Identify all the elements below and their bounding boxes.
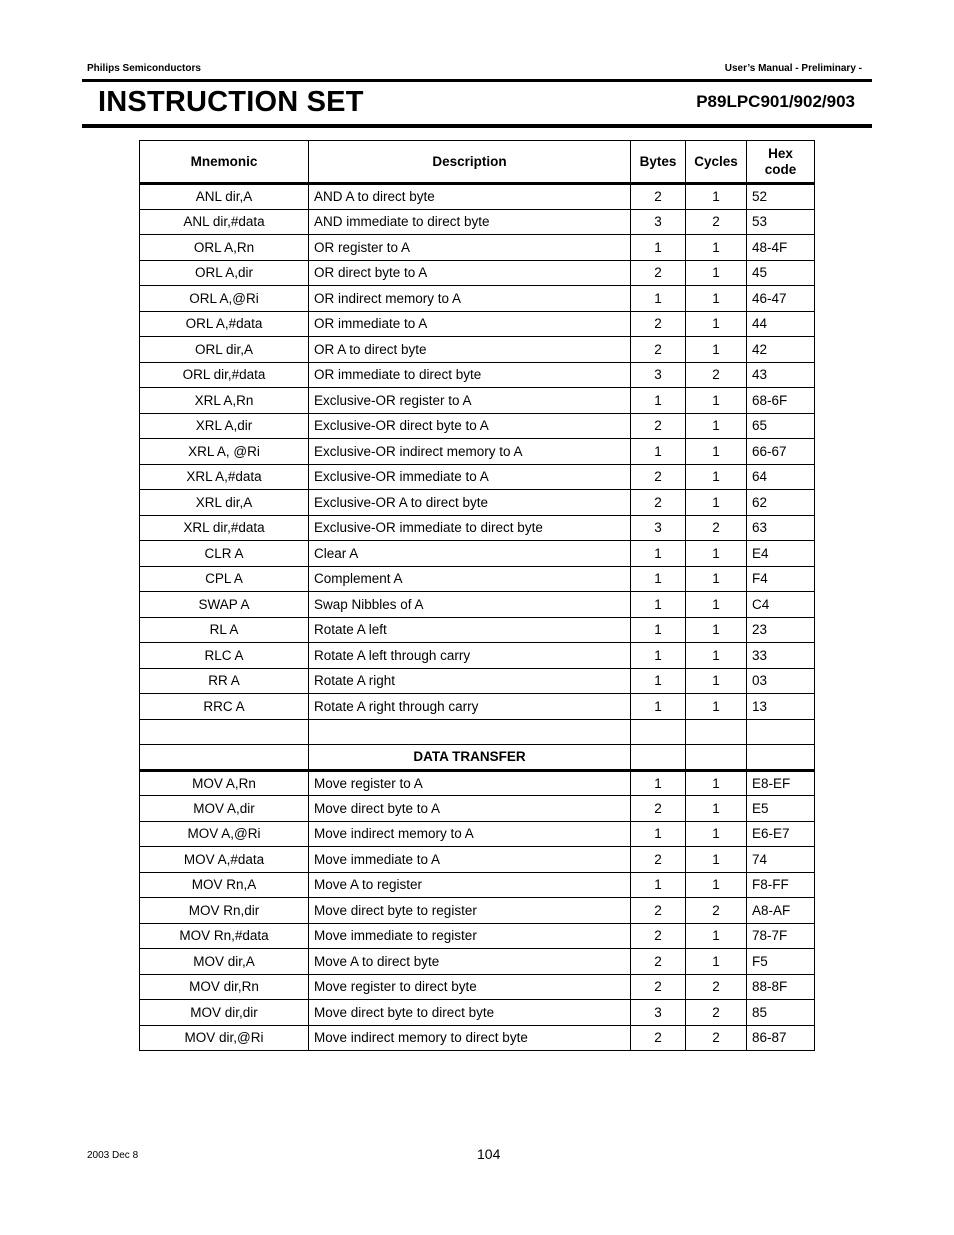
- table-row: [140, 515, 815, 541]
- cell-bytes: 1: [631, 770, 686, 796]
- table-row: [140, 566, 815, 592]
- cell-mnemonic: ORL A,Rn: [140, 235, 309, 261]
- header-rule-top: [82, 79, 872, 82]
- column-header-cycles: Cycles: [686, 141, 747, 184]
- cell-description: Exclusive-OR immediate to A: [309, 464, 631, 490]
- cell-bytes: 2: [631, 923, 686, 949]
- table-row: [140, 184, 815, 210]
- cell-description: OR register to A: [309, 235, 631, 261]
- cell-description: Rotate A right: [309, 668, 631, 694]
- cell-hex-code: 44: [747, 311, 815, 337]
- cell-bytes: 1: [631, 541, 686, 567]
- cell-hex-code: [747, 719, 815, 745]
- cell-bytes: 1: [631, 592, 686, 618]
- cell-mnemonic: XRL A,#data: [140, 464, 309, 490]
- cell-hex-code: E4: [747, 541, 815, 567]
- table-row: [140, 235, 815, 261]
- cell-bytes: 1: [631, 617, 686, 643]
- instruction-table: [139, 140, 815, 1051]
- cell-cycles: 1: [686, 566, 747, 592]
- column-header-hex-code: Hex code: [747, 141, 815, 184]
- cell-mnemonic: RR A: [140, 668, 309, 694]
- table-row: [140, 898, 815, 924]
- cell-mnemonic: RLC A: [140, 643, 309, 669]
- cell-cycles: 1: [686, 541, 747, 567]
- table-row: [140, 847, 815, 873]
- cell-mnemonic: MOV dir,A: [140, 949, 309, 975]
- cell-bytes: [631, 745, 686, 771]
- cell-cycles: 1: [686, 260, 747, 286]
- cell-bytes: 3: [631, 1000, 686, 1026]
- table-row: [140, 923, 815, 949]
- cell-cycles: 1: [686, 413, 747, 439]
- cell-cycles: 1: [686, 464, 747, 490]
- cell-cycles: 2: [686, 362, 747, 388]
- cell-cycles: 2: [686, 515, 747, 541]
- cell-mnemonic: RL A: [140, 617, 309, 643]
- table-row: [140, 337, 815, 363]
- cell-hex-code: C4: [747, 592, 815, 618]
- cell-description: Exclusive-OR indirect memory to A: [309, 439, 631, 465]
- cell-bytes: 3: [631, 362, 686, 388]
- cell-mnemonic: SWAP A: [140, 592, 309, 618]
- cell-mnemonic: ORL dir,A: [140, 337, 309, 363]
- cell-cycles: 2: [686, 1025, 747, 1051]
- table-row: [140, 362, 815, 388]
- cell-hex-code: [747, 745, 815, 771]
- cell-mnemonic: MOV dir,Rn: [140, 974, 309, 1000]
- cell-description: Move direct byte to register: [309, 898, 631, 924]
- cell-mnemonic: XRL A,Rn: [140, 388, 309, 414]
- cell-description: Exclusive-OR direct byte to A: [309, 413, 631, 439]
- cell-hex-code: F5: [747, 949, 815, 975]
- cell-description: OR immediate to direct byte: [309, 362, 631, 388]
- cell-cycles: 1: [686, 643, 747, 669]
- cell-mnemonic: ANL dir,A: [140, 184, 309, 210]
- cell-bytes: 2: [631, 898, 686, 924]
- cell-hex-code: F8-FF: [747, 872, 815, 898]
- cell-description: [309, 719, 631, 745]
- cell-bytes: 1: [631, 388, 686, 414]
- cell-bytes: 1: [631, 235, 686, 261]
- cell-description: Move A to direct byte: [309, 949, 631, 975]
- footer-date: 2003 Dec 8: [87, 1150, 139, 1161]
- cell-bytes: 2: [631, 949, 686, 975]
- cell-mnemonic: RRC A: [140, 694, 309, 720]
- cell-mnemonic: ORL A,dir: [140, 260, 309, 286]
- cell-description: Move register to A: [309, 770, 631, 796]
- cell-hex-code: 66-67: [747, 439, 815, 465]
- table-row: [140, 821, 815, 847]
- header-company: Philips Semiconductors: [87, 63, 201, 74]
- cell-bytes: 3: [631, 515, 686, 541]
- cell-hex-code: E8-EF: [747, 770, 815, 796]
- cell-description: Exclusive-OR A to direct byte: [309, 490, 631, 516]
- cell-bytes: 2: [631, 260, 686, 286]
- cell-mnemonic: MOV A,Rn: [140, 770, 309, 796]
- header-manual-label: User’s Manual - Preliminary -: [724, 63, 862, 74]
- cell-hex-code: E6-E7: [747, 821, 815, 847]
- cell-description: Swap Nibbles of A: [309, 592, 631, 618]
- cell-cycles: 1: [686, 770, 747, 796]
- cell-mnemonic: [140, 745, 309, 771]
- cell-mnemonic: MOV Rn,#data: [140, 923, 309, 949]
- table-row: [140, 541, 815, 567]
- section-header-row: [140, 745, 815, 771]
- table-body: [140, 184, 815, 1051]
- cell-description: OR immediate to A: [309, 311, 631, 337]
- table-row: [140, 1025, 815, 1051]
- table-row: [140, 260, 815, 286]
- cell-hex-code: 23: [747, 617, 815, 643]
- table-row: [140, 490, 815, 516]
- cell-cycles: 2: [686, 974, 747, 1000]
- table-row: [140, 1000, 815, 1026]
- table-header-row: [140, 141, 815, 184]
- cell-description: Move immediate to A: [309, 847, 631, 873]
- cell-bytes: 1: [631, 643, 686, 669]
- cell-cycles: 1: [686, 617, 747, 643]
- cell-hex-code: 46-47: [747, 286, 815, 312]
- cell-description: AND immediate to direct byte: [309, 209, 631, 235]
- cell-description: OR A to direct byte: [309, 337, 631, 363]
- cell-hex-code: 33: [747, 643, 815, 669]
- cell-description: Exclusive-OR immediate to direct byte: [309, 515, 631, 541]
- cell-cycles: 1: [686, 235, 747, 261]
- cell-mnemonic: ORL A,#data: [140, 311, 309, 337]
- cell-description: Move immediate to register: [309, 923, 631, 949]
- cell-hex-code: 43: [747, 362, 815, 388]
- cell-cycles: 2: [686, 1000, 747, 1026]
- cell-description: Move indirect memory to A: [309, 821, 631, 847]
- cell-cycles: 1: [686, 847, 747, 873]
- cell-cycles: 1: [686, 439, 747, 465]
- column-header-bytes: Bytes: [631, 141, 686, 184]
- cell-bytes: 2: [631, 490, 686, 516]
- cell-description: Rotate A right through carry: [309, 694, 631, 720]
- cell-mnemonic: XRL dir,A: [140, 490, 309, 516]
- cell-mnemonic: MOV dir,@Ri: [140, 1025, 309, 1051]
- table-row: [140, 464, 815, 490]
- cell-description: Move indirect memory to direct byte: [309, 1025, 631, 1051]
- cell-description: Rotate A left: [309, 617, 631, 643]
- cell-mnemonic: ORL A,@Ri: [140, 286, 309, 312]
- cell-description: OR direct byte to A: [309, 260, 631, 286]
- cell-cycles: [686, 719, 747, 745]
- page-title: INSTRUCTION SET: [98, 86, 364, 118]
- cell-hex-code: E5: [747, 796, 815, 822]
- cell-hex-code: 13: [747, 694, 815, 720]
- cell-cycles: 1: [686, 949, 747, 975]
- cell-cycles: 1: [686, 821, 747, 847]
- table-row: [140, 617, 815, 643]
- cell-hex-code: A8-AF: [747, 898, 815, 924]
- cell-bytes: 1: [631, 821, 686, 847]
- cell-description: Move direct byte to direct byte: [309, 1000, 631, 1026]
- table-row: [140, 439, 815, 465]
- table-row: [140, 974, 815, 1000]
- cell-hex-code: 03: [747, 668, 815, 694]
- cell-cycles: 1: [686, 872, 747, 898]
- cell-description: AND A to direct byte: [309, 184, 631, 210]
- table-row: [140, 796, 815, 822]
- cell-bytes: 2: [631, 413, 686, 439]
- cell-description: Clear A: [309, 541, 631, 567]
- cell-mnemonic: XRL A, @Ri: [140, 439, 309, 465]
- table-row: [140, 286, 815, 312]
- cell-mnemonic: [140, 719, 309, 745]
- cell-cycles: 2: [686, 898, 747, 924]
- cell-bytes: 1: [631, 872, 686, 898]
- cell-cycles: 1: [686, 592, 747, 618]
- table-row: [140, 872, 815, 898]
- cell-mnemonic: MOV Rn,dir: [140, 898, 309, 924]
- cell-mnemonic: MOV A,dir: [140, 796, 309, 822]
- table-row: [140, 668, 815, 694]
- cell-bytes: 2: [631, 847, 686, 873]
- cell-description: Move A to register: [309, 872, 631, 898]
- cell-mnemonic: ORL dir,#data: [140, 362, 309, 388]
- cell-hex-code: 86-87: [747, 1025, 815, 1051]
- table-row: [140, 949, 815, 975]
- cell-bytes: [631, 719, 686, 745]
- cell-description: Move register to direct byte: [309, 974, 631, 1000]
- table-row: [140, 770, 815, 796]
- table-row: [140, 592, 815, 618]
- cell-cycles: 1: [686, 388, 747, 414]
- cell-bytes: 1: [631, 286, 686, 312]
- cell-bytes: 2: [631, 337, 686, 363]
- cell-bytes: 1: [631, 668, 686, 694]
- cell-description: Exclusive-OR register to A: [309, 388, 631, 414]
- cell-hex-code: 68-6F: [747, 388, 815, 414]
- cell-bytes: 2: [631, 796, 686, 822]
- cell-hex-code: 48-4F: [747, 235, 815, 261]
- cell-cycles: [686, 745, 747, 771]
- cell-cycles: 1: [686, 286, 747, 312]
- cell-description: Complement A: [309, 566, 631, 592]
- cell-mnemonic: ANL dir,#data: [140, 209, 309, 235]
- cell-description: DATA TRANSFER: [309, 745, 631, 771]
- cell-cycles: 1: [686, 490, 747, 516]
- cell-cycles: 1: [686, 923, 747, 949]
- cell-hex-code: 52: [747, 184, 815, 210]
- cell-mnemonic: CPL A: [140, 566, 309, 592]
- cell-mnemonic: MOV A,@Ri: [140, 821, 309, 847]
- cell-cycles: 1: [686, 694, 747, 720]
- cell-bytes: 1: [631, 694, 686, 720]
- table-row: [140, 311, 815, 337]
- cell-hex-code: 64: [747, 464, 815, 490]
- cell-hex-code: 45: [747, 260, 815, 286]
- cell-cycles: 1: [686, 668, 747, 694]
- part-number: P89LPC901/902/903: [696, 92, 855, 111]
- column-header-description: Description: [309, 141, 631, 184]
- cell-bytes: 1: [631, 566, 686, 592]
- cell-hex-code: 74: [747, 847, 815, 873]
- cell-hex-code: 62: [747, 490, 815, 516]
- cell-mnemonic: MOV A,#data: [140, 847, 309, 873]
- table-row: [140, 413, 815, 439]
- cell-hex-code: 85: [747, 1000, 815, 1026]
- cell-description: Move direct byte to A: [309, 796, 631, 822]
- cell-hex-code: 78-7F: [747, 923, 815, 949]
- table-row: [140, 643, 815, 669]
- cell-bytes: 2: [631, 1025, 686, 1051]
- cell-description: OR indirect memory to A: [309, 286, 631, 312]
- column-header-mnemonic: Mnemonic: [140, 141, 309, 184]
- cell-bytes: 1: [631, 439, 686, 465]
- cell-cycles: 1: [686, 311, 747, 337]
- cell-description: Rotate A left through carry: [309, 643, 631, 669]
- cell-mnemonic: MOV dir,dir: [140, 1000, 309, 1026]
- cell-cycles: 1: [686, 796, 747, 822]
- cell-bytes: 2: [631, 311, 686, 337]
- table-row: [140, 209, 815, 235]
- cell-mnemonic: CLR A: [140, 541, 309, 567]
- cell-mnemonic: XRL A,dir: [140, 413, 309, 439]
- cell-bytes: 3: [631, 209, 686, 235]
- table-row: [140, 388, 815, 414]
- cell-hex-code: 53: [747, 209, 815, 235]
- cell-bytes: 2: [631, 184, 686, 210]
- cell-bytes: 2: [631, 464, 686, 490]
- cell-cycles: 1: [686, 337, 747, 363]
- cell-mnemonic: MOV Rn,A: [140, 872, 309, 898]
- cell-hex-code: 88-8F: [747, 974, 815, 1000]
- cell-hex-code: F4: [747, 566, 815, 592]
- cell-bytes: 2: [631, 974, 686, 1000]
- page-number: 104: [477, 1146, 501, 1162]
- header-rule-bottom: [82, 124, 872, 128]
- cell-cycles: 2: [686, 209, 747, 235]
- table-row: [140, 694, 815, 720]
- cell-cycles: 1: [686, 184, 747, 210]
- cell-mnemonic: XRL dir,#data: [140, 515, 309, 541]
- table-row: [140, 719, 815, 745]
- cell-hex-code: 63: [747, 515, 815, 541]
- cell-hex-code: 65: [747, 413, 815, 439]
- cell-hex-code: 42: [747, 337, 815, 363]
